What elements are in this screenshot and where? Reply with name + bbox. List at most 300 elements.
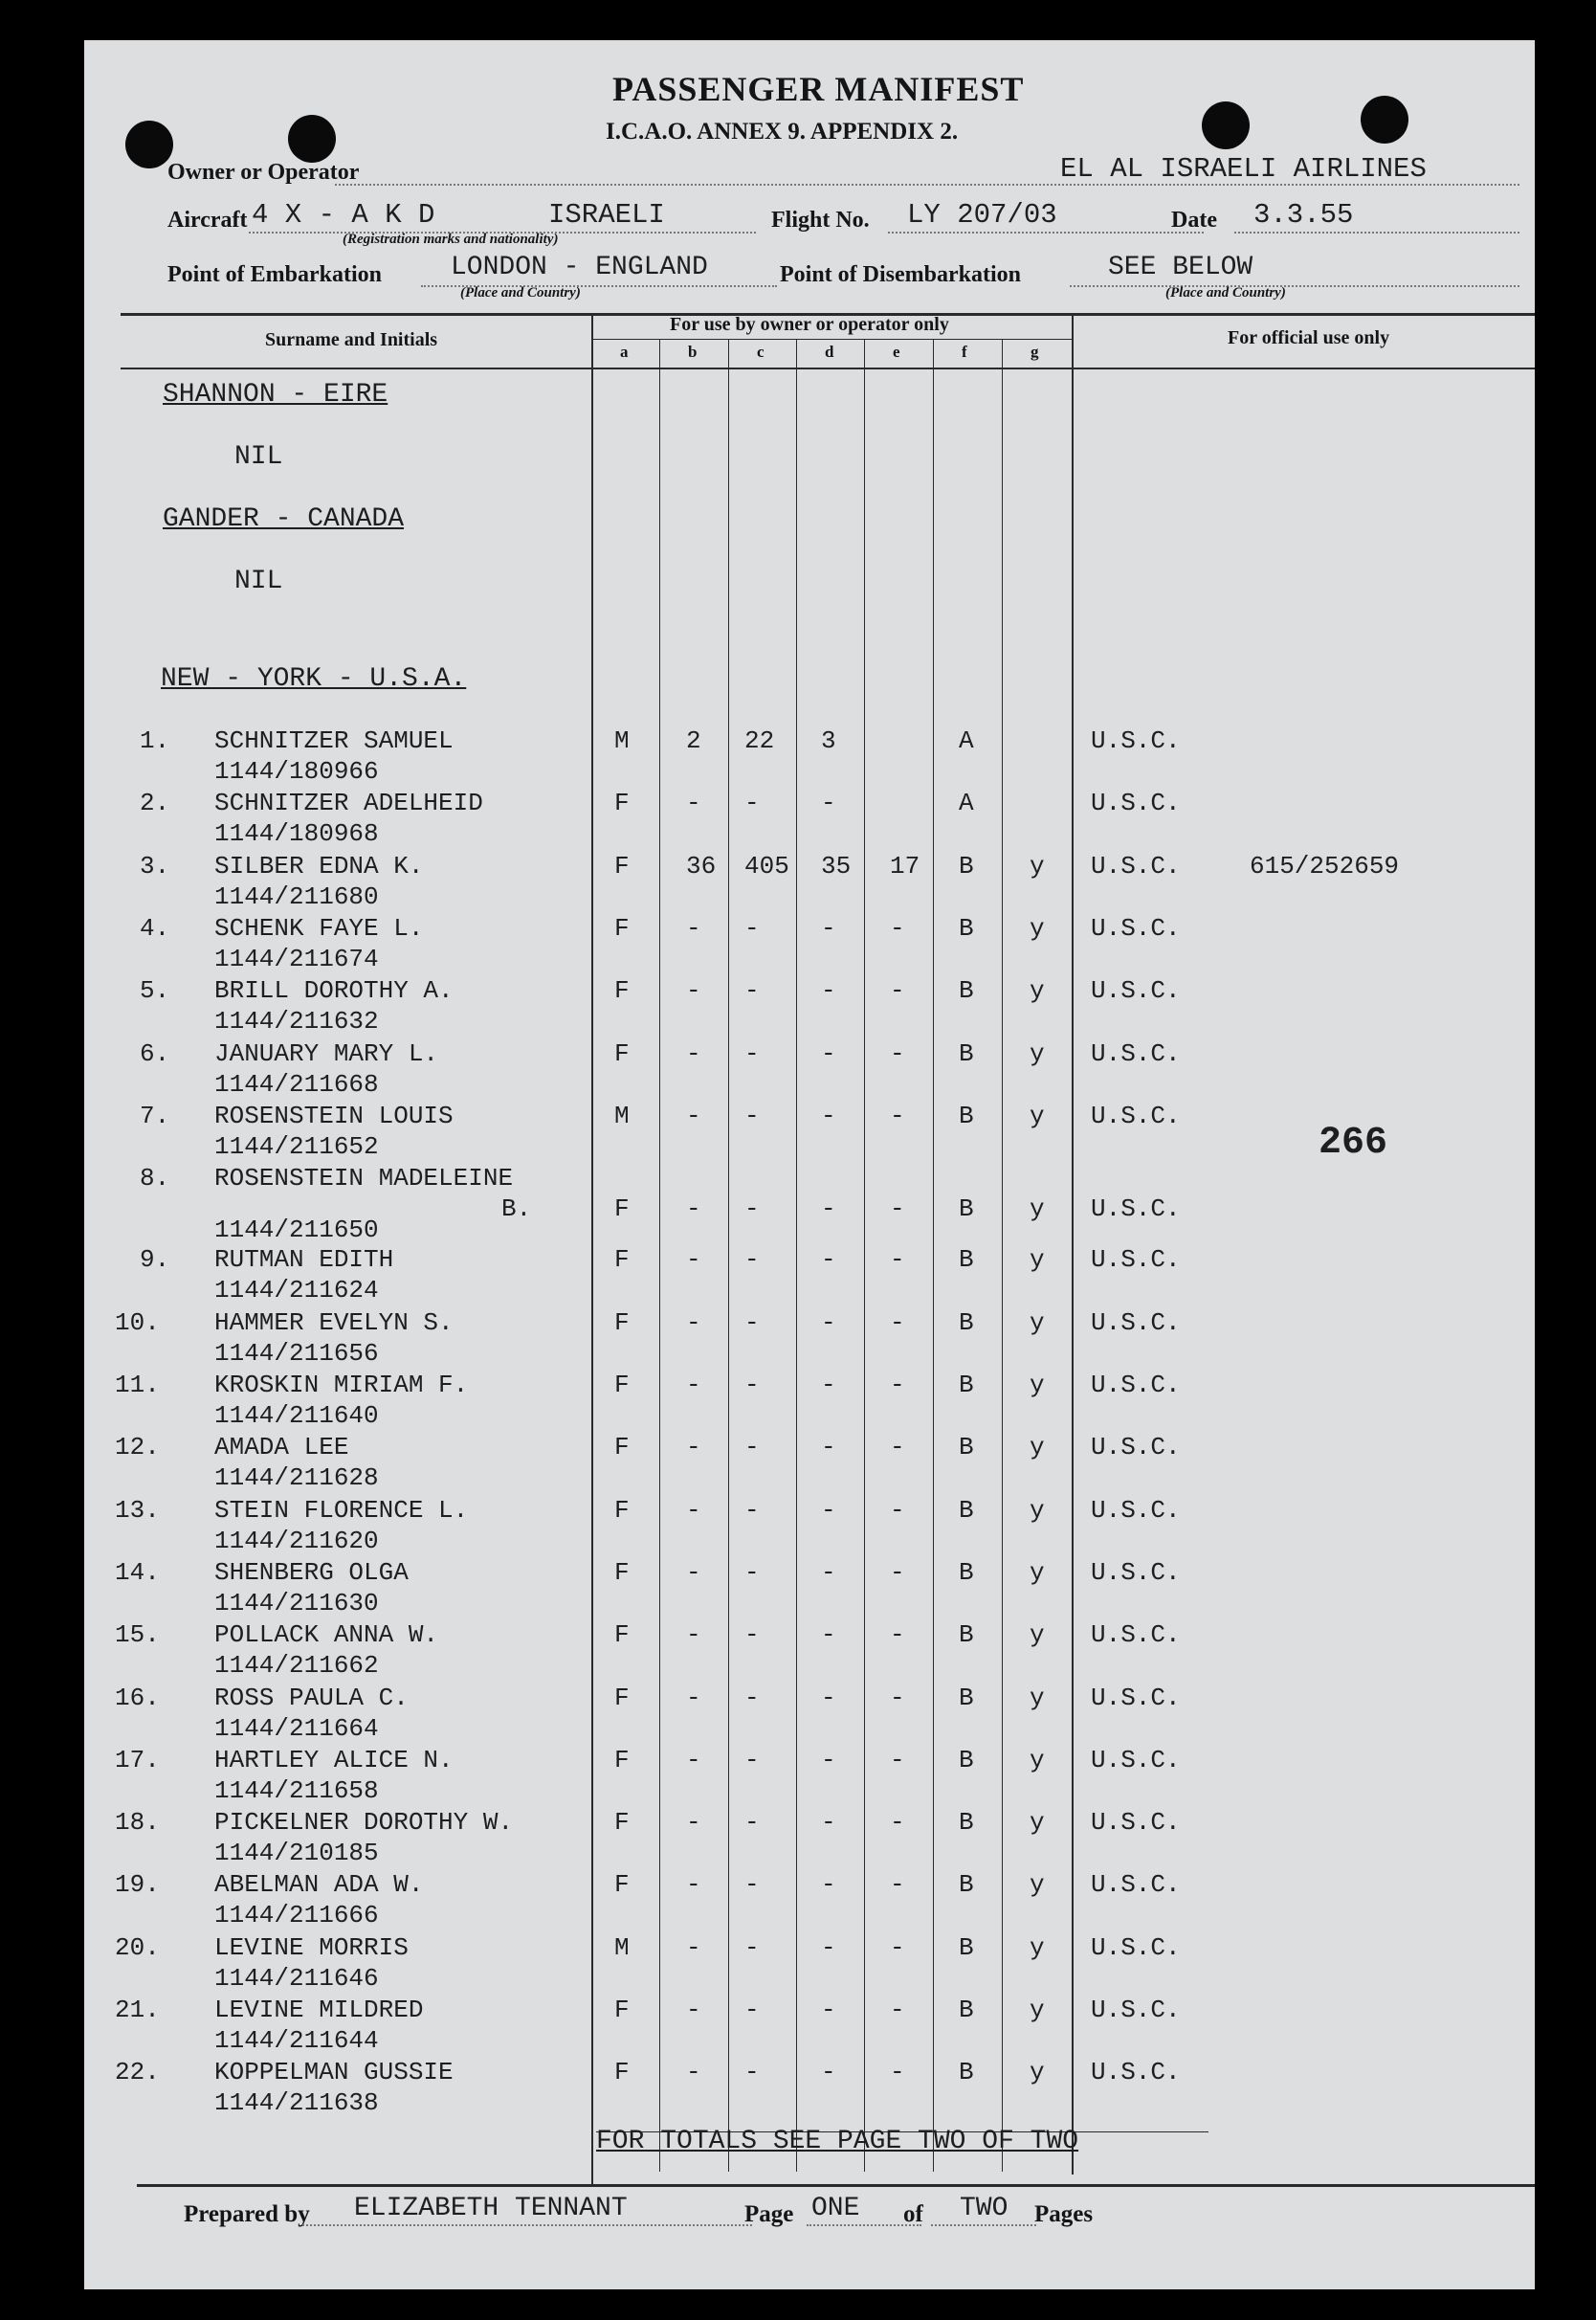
owner-value: EL AL ISRAELI AIRLINES — [1060, 153, 1427, 185]
column-e-value: - — [890, 1245, 905, 1275]
flight-value: LY 207/03 — [907, 199, 1057, 231]
column-f-value: B — [959, 976, 974, 1006]
column-c-value: - — [744, 1932, 760, 1962]
passenger-reference: 1144/211662 — [214, 1651, 379, 1681]
passenger-reference: 1144/211664 — [214, 1713, 379, 1743]
column-nat-value: U.S.C. — [1091, 1433, 1181, 1462]
column-a-value: F — [614, 1745, 630, 1774]
passenger-name: SCHNITZER SAMUEL — [214, 726, 454, 755]
column-b-value: - — [686, 1101, 701, 1130]
column-f-value: B — [959, 1557, 974, 1587]
column-b-value: - — [686, 1245, 701, 1275]
passenger-reference: 1144/211656 — [214, 1338, 379, 1368]
column-g-value: y — [1030, 976, 1045, 1006]
column-b-value: 2 — [686, 726, 701, 755]
column-a-value: F — [614, 1371, 630, 1399]
column-a-value: F — [614, 1808, 630, 1838]
column-divider-ef — [933, 339, 934, 2172]
column-d-value: - — [821, 1495, 836, 1525]
subcolumn-letter: d — [825, 343, 834, 361]
column-c-value: - — [744, 1245, 760, 1275]
column-d-value: - — [821, 1038, 836, 1068]
column-nat-value: U.S.C. — [1091, 1307, 1181, 1337]
column-b-value: - — [686, 1371, 701, 1399]
punch-hole — [125, 121, 173, 168]
column-c-value: 405 — [744, 851, 789, 881]
column-c-value: - — [744, 1194, 760, 1224]
column-nat-value: U.S.C. — [1091, 1683, 1181, 1712]
document-title: PASSENGER MANIFEST — [612, 70, 1025, 108]
aircraft-caption: (Registration marks and nationality) — [343, 232, 559, 247]
passenger-reference: 1144/211668 — [214, 1069, 379, 1099]
column-g-value: y — [1030, 851, 1045, 881]
column-nat-value: U.S.C. — [1091, 851, 1181, 881]
column-f-value: B — [959, 913, 974, 943]
column-f-value: B — [959, 851, 974, 881]
column-a-value: F — [614, 1683, 630, 1712]
column-c-value: - — [744, 976, 760, 1006]
column-c-value: - — [744, 1101, 760, 1130]
column-b-value: - — [686, 1996, 701, 2024]
embarkation-caption: (Place and Country) — [460, 285, 581, 301]
column-nat-value: U.S.C. — [1091, 726, 1181, 755]
disembarkation-label: Point of Disembarkation — [780, 262, 1021, 287]
owner-label: Owner or Operator — [167, 160, 360, 185]
column-c-value: 22 — [744, 726, 775, 755]
column-e-value: - — [890, 1307, 905, 1337]
subcolumn-letter: a — [620, 343, 629, 361]
column-a-value: M — [614, 1101, 630, 1130]
column-d-value: - — [821, 1245, 836, 1275]
column-c-value: - — [744, 1557, 760, 1587]
column-e-value: - — [890, 2058, 905, 2087]
column-g-value: y — [1030, 1932, 1045, 1962]
passenger-reference: 1144/180966 — [214, 757, 379, 786]
column-f-value: B — [959, 1932, 974, 1962]
column-divider-ab — [659, 339, 660, 2172]
subcolumn-letter: c — [757, 343, 765, 361]
column-nat-value: U.S.C. — [1091, 1932, 1181, 1962]
column-b-value: - — [686, 1038, 701, 1068]
subcolumn-letter: e — [893, 343, 900, 361]
owner-use-header: For use by owner or operator only — [670, 314, 949, 335]
date-value: 3.3.55 — [1253, 199, 1354, 231]
column-f-value: A — [959, 726, 974, 755]
column-nat-value: U.S.C. — [1091, 1557, 1181, 1587]
section-shannon-note: NIL — [234, 442, 283, 472]
passenger-reference: 1144/211646 — [214, 1963, 379, 1993]
disembarkation-caption: (Place and Country) — [1165, 285, 1286, 301]
flight-line — [888, 232, 1204, 234]
column-d-value: - — [821, 1307, 836, 1337]
column-c-value: - — [744, 789, 760, 818]
column-g-value: y — [1030, 1101, 1045, 1130]
passenger-name: POLLACK ANNA W. — [214, 1620, 439, 1650]
passenger-reference: 1144/180968 — [214, 819, 379, 849]
passenger-reference: 1144/211628 — [214, 1463, 379, 1493]
passenger-number: 21. — [115, 1996, 160, 2024]
column-c-value: - — [744, 1745, 760, 1774]
column-a-value: F — [614, 851, 630, 881]
official-mark: 266 — [1319, 1122, 1388, 1165]
column-c-value: - — [744, 1870, 760, 1900]
passenger-name: SHENBERG OLGA — [214, 1557, 409, 1587]
column-c-value: - — [744, 1808, 760, 1838]
column-b-value: - — [686, 1194, 701, 1224]
pages-label: Pages — [1034, 2201, 1094, 2227]
passenger-number: 11. — [115, 1371, 160, 1399]
column-nat-value: U.S.C. — [1091, 2058, 1181, 2087]
column-nat-value: U.S.C. — [1091, 1495, 1181, 1525]
passenger-name: AMADA LEE — [214, 1433, 349, 1462]
flight-label: Flight No. — [771, 208, 870, 233]
column-c-value: - — [744, 1038, 760, 1068]
column-nat-value: U.S.C. — [1091, 789, 1181, 818]
column-f-value: B — [959, 1870, 974, 1900]
column-divider-bc — [728, 339, 729, 2172]
column-d-value: - — [821, 1683, 836, 1712]
passenger-name: HARTLEY ALICE N. — [214, 1745, 454, 1774]
subcolumn-letter: g — [1031, 343, 1039, 361]
column-g-value: y — [1030, 1245, 1045, 1275]
column-official-value: 615/252659 — [1250, 851, 1400, 881]
column-divider-right — [1072, 313, 1074, 2175]
column-g-value: y — [1030, 1870, 1045, 1900]
passenger-reference: 1144/211650 — [214, 1216, 379, 1245]
column-d-value: - — [821, 1620, 836, 1650]
column-b-value: - — [686, 1433, 701, 1462]
column-nat-value: U.S.C. — [1091, 976, 1181, 1006]
pages-line — [931, 2224, 1036, 2226]
manifest-sheet — [84, 40, 1535, 2289]
column-e-value: - — [890, 913, 905, 943]
passenger-number: 18. — [115, 1808, 160, 1838]
disembarkation-line — [1070, 285, 1519, 287]
column-g-value: y — [1030, 1620, 1045, 1650]
passenger-name: JANUARY MARY L. — [214, 1038, 439, 1068]
passenger-reference: 1144/211620 — [214, 1526, 379, 1555]
passenger-reference: 1144/211640 — [214, 1401, 379, 1430]
column-g-value: y — [1030, 1745, 1045, 1774]
column-b-value: - — [686, 1683, 701, 1712]
passenger-reference: 1144/211652 — [214, 1131, 379, 1161]
column-a-value: F — [614, 1433, 630, 1462]
column-f-value: B — [959, 1996, 974, 2024]
column-c-value: - — [744, 1495, 760, 1525]
subcolumn-letter: f — [962, 343, 967, 361]
official-use-header: For official use only — [1228, 327, 1390, 348]
column-b-value: - — [686, 789, 701, 818]
column-f-value: A — [959, 789, 974, 818]
passenger-name: BRILL DOROTHY A. — [214, 976, 454, 1006]
column-b-value: - — [686, 1745, 701, 1774]
column-f-value: B — [959, 1495, 974, 1525]
disembarkation-value: SEE BELOW — [1108, 253, 1253, 282]
column-nat-value: U.S.C. — [1091, 1194, 1181, 1224]
column-d-value: - — [821, 1371, 836, 1399]
column-d-value: 35 — [821, 851, 852, 881]
column-a-value: F — [614, 1557, 630, 1587]
column-a-value: F — [614, 1245, 630, 1275]
column-divider-cd — [796, 339, 797, 2172]
column-b-value: - — [686, 1870, 701, 1900]
passenger-reference: 1144/211680 — [214, 881, 379, 911]
passenger-number: 5. — [140, 976, 170, 1006]
column-a-value: F — [614, 1495, 630, 1525]
aircraft-value: 4 X - A K D — [252, 199, 435, 231]
column-g-value: y — [1030, 2058, 1045, 2087]
column-f-value: B — [959, 1808, 974, 1838]
passenger-name: STEIN FLORENCE L. — [214, 1495, 469, 1525]
passenger-name: KOPPELMAN GUSSIE — [214, 2058, 454, 2087]
column-e-value: - — [890, 1870, 905, 1900]
column-e-value: - — [890, 1433, 905, 1462]
passenger-number: 22. — [115, 2058, 160, 2087]
column-a-value: F — [614, 1038, 630, 1068]
column-e-value: - — [890, 976, 905, 1006]
passenger-name: SCHNITZER ADELHEID — [214, 789, 483, 818]
embarkation-label: Point of Embarkation — [167, 262, 383, 287]
passenger-number: 13. — [115, 1495, 160, 1525]
column-d-value: - — [821, 789, 836, 818]
column-d-value: 3 — [821, 726, 836, 755]
passenger-reference: 1144/211624 — [214, 1276, 379, 1305]
column-e-value: - — [890, 1745, 905, 1774]
passenger-number: 10. — [115, 1307, 160, 1337]
passenger-number: 17. — [115, 1745, 160, 1774]
column-g-value: y — [1030, 1038, 1045, 1068]
surname-column-header: Surname and Initials — [265, 329, 438, 350]
header-bottom-border — [121, 368, 1535, 369]
passenger-name: SCHENK FAYE L. — [214, 913, 424, 943]
column-nat-value: U.S.C. — [1091, 1745, 1181, 1774]
column-nat-value: U.S.C. — [1091, 1808, 1181, 1838]
column-c-value: - — [744, 1433, 760, 1462]
column-g-value: y — [1030, 1808, 1045, 1838]
column-f-value: B — [959, 1038, 974, 1068]
column-b-value: 36 — [686, 851, 717, 881]
totals-note: FOR TOTALS SEE PAGE TWO OF TWO — [596, 2127, 1079, 2156]
column-d-value: - — [821, 1932, 836, 1962]
column-e-value: - — [890, 1194, 905, 1224]
passenger-number: 9. — [140, 1245, 170, 1275]
passenger-number: 16. — [115, 1683, 160, 1712]
column-a-value: F — [614, 913, 630, 943]
column-e-value: - — [890, 1101, 905, 1130]
column-b-value: - — [686, 976, 701, 1006]
passenger-number: 2. — [140, 789, 170, 818]
column-b-value: - — [686, 1620, 701, 1650]
column-g-value: y — [1030, 1433, 1045, 1462]
column-f-value: B — [959, 1101, 974, 1130]
column-b-value: - — [686, 1495, 701, 1525]
passenger-name: RUTMAN EDITH — [214, 1245, 394, 1275]
column-c-value: - — [744, 1371, 760, 1399]
passenger-name: SILBER EDNA K. — [214, 851, 424, 881]
column-nat-value: U.S.C. — [1091, 1245, 1181, 1275]
passenger-reference: 1144/211632 — [214, 1007, 379, 1037]
column-c-value: - — [744, 913, 760, 943]
page-label: Page — [744, 2201, 794, 2227]
column-f-value: B — [959, 2058, 974, 2087]
column-f-value: B — [959, 1683, 974, 1712]
column-d-value: - — [821, 1557, 836, 1587]
passenger-number: 12. — [115, 1433, 160, 1462]
passenger-name: ROSENSTEIN LOUIS — [214, 1101, 454, 1130]
column-b-value: - — [686, 1307, 701, 1337]
column-g-value: y — [1030, 1371, 1045, 1399]
column-e-value: - — [890, 1371, 905, 1399]
column-a-value: F — [614, 976, 630, 1006]
passenger-reference: 1144/211638 — [214, 2088, 379, 2118]
column-d-value: - — [821, 2058, 836, 2087]
prepared-by-line — [302, 2224, 752, 2226]
subcolumn-letter: b — [688, 343, 698, 361]
column-e-value: - — [890, 1808, 905, 1838]
column-f-value: B — [959, 1433, 974, 1462]
passenger-number: 8. — [140, 1164, 170, 1193]
column-c-value: - — [744, 2058, 760, 2087]
column-a-value: F — [614, 2058, 630, 2087]
column-a-value: F — [614, 1194, 630, 1224]
passenger-reference: 1144/211658 — [214, 1775, 379, 1805]
column-b-value: - — [686, 1932, 701, 1962]
column-nat-value: U.S.C. — [1091, 1620, 1181, 1650]
passenger-number: 3. — [140, 851, 170, 881]
column-f-value: B — [959, 1194, 974, 1224]
column-e-value: - — [890, 1038, 905, 1068]
page-value: ONE — [811, 2194, 860, 2223]
column-a-value: F — [614, 789, 630, 818]
column-nat-value: U.S.C. — [1091, 1870, 1181, 1900]
passenger-name: ABELMAN ADA W. — [214, 1870, 424, 1900]
column-a-value: F — [614, 1620, 630, 1650]
column-g-value: y — [1030, 1996, 1045, 2024]
passenger-reference: 1144/211674 — [214, 944, 379, 973]
passenger-number: 6. — [140, 1038, 170, 1068]
column-a-value: M — [614, 1932, 630, 1962]
column-divider-fg — [1002, 339, 1003, 2172]
column-d-value: - — [821, 1101, 836, 1130]
column-f-value: B — [959, 1371, 974, 1399]
column-a-value: F — [614, 1870, 630, 1900]
column-g-value: y — [1030, 1683, 1045, 1712]
column-c-value: - — [744, 1307, 760, 1337]
passenger-number: 15. — [115, 1620, 160, 1650]
passenger-name: KROSKIN MIRIAM F. — [214, 1371, 469, 1399]
pages-value: TWO — [960, 2194, 1009, 2223]
punch-hole — [1361, 96, 1408, 144]
punch-hole — [1202, 101, 1250, 149]
column-b-value: - — [686, 1808, 701, 1838]
column-g-value: y — [1030, 1557, 1045, 1587]
column-d-value: - — [821, 976, 836, 1006]
passenger-number: 7. — [140, 1101, 170, 1130]
passenger-reference: 1144/211630 — [214, 1588, 379, 1617]
column-d-value: - — [821, 1870, 836, 1900]
column-e-value: - — [890, 1495, 905, 1525]
aircraft-nationality: ISRAELI — [548, 199, 665, 231]
column-c-value: - — [744, 1683, 760, 1712]
date-line — [1234, 232, 1519, 234]
footer-border — [137, 2184, 1535, 2187]
column-d-value: - — [821, 1433, 836, 1462]
column-a-value: M — [614, 726, 630, 755]
passenger-name: ROSENSTEIN MADELEINE — [214, 1164, 514, 1193]
passenger-reference: 1144/210185 — [214, 1839, 379, 1868]
punch-hole — [288, 115, 336, 163]
passenger-number: 19. — [115, 1870, 160, 1900]
column-c-value: - — [744, 1996, 760, 2024]
column-nat-value: U.S.C. — [1091, 1371, 1181, 1399]
column-a-value: F — [614, 1307, 630, 1337]
column-f-value: B — [959, 1307, 974, 1337]
aircraft-label: Aircraft — [167, 208, 248, 233]
passenger-number: 20. — [115, 1932, 160, 1962]
column-f-value: B — [959, 1620, 974, 1650]
column-divider-de — [864, 339, 865, 2172]
column-b-value: - — [686, 1557, 701, 1587]
column-a-value: F — [614, 1996, 630, 2024]
column-d-value: - — [821, 1745, 836, 1774]
passenger-name: ROSS PAULA C. — [214, 1683, 409, 1712]
column-g-value: y — [1030, 1495, 1045, 1525]
embarkation-value: LONDON - ENGLAND — [451, 253, 708, 282]
of-label: of — [903, 2201, 923, 2227]
column-g-value: y — [1030, 913, 1045, 943]
passenger-name: LEVINE MILDRED — [214, 1996, 424, 2024]
column-d-value: - — [821, 1808, 836, 1838]
subheader-divider — [593, 339, 1072, 340]
column-divider-left — [591, 313, 593, 2184]
column-g-value: y — [1030, 1307, 1045, 1337]
passenger-name-continued: B. — [501, 1194, 532, 1224]
column-nat-value: U.S.C. — [1091, 1038, 1181, 1068]
section-new-york: NEW - YORK - U.S.A. — [161, 664, 467, 694]
section-gander-note: NIL — [234, 567, 283, 596]
column-e-value: - — [890, 1932, 905, 1962]
column-d-value: - — [821, 1996, 836, 2024]
passenger-number: 14. — [115, 1557, 160, 1587]
column-e-value: - — [890, 1557, 905, 1587]
section-shannon: SHANNON - EIRE — [163, 380, 388, 410]
column-nat-value: U.S.C. — [1091, 1101, 1181, 1130]
column-f-value: B — [959, 1245, 974, 1275]
column-d-value: - — [821, 1194, 836, 1224]
passenger-name: PICKELNER DOROTHY W. — [214, 1808, 514, 1838]
date-label: Date — [1171, 208, 1217, 233]
prepared-by-value: ELIZABETH TENNANT — [354, 2194, 628, 2223]
passenger-number: 1. — [140, 726, 170, 755]
column-nat-value: U.S.C. — [1091, 913, 1181, 943]
column-e-value: - — [890, 1620, 905, 1650]
column-nat-value: U.S.C. — [1091, 1996, 1181, 2024]
prepared-by-label: Prepared by — [184, 2201, 310, 2227]
passenger-reference: 1144/211666 — [214, 1901, 379, 1930]
passenger-reference: 1144/211644 — [214, 2026, 379, 2055]
column-e-value: 17 — [890, 851, 920, 881]
column-b-value: - — [686, 913, 701, 943]
passenger-name: LEVINE MORRIS — [214, 1932, 409, 1962]
column-d-value: - — [821, 913, 836, 943]
column-g-value: y — [1030, 1194, 1045, 1224]
passenger-number: 4. — [140, 913, 170, 943]
passenger-name: HAMMER EVELYN S. — [214, 1307, 454, 1337]
document-subtitle: I.C.A.O. ANNEX 9. APPENDIX 2. — [606, 119, 959, 145]
column-c-value: - — [744, 1620, 760, 1650]
column-f-value: B — [959, 1745, 974, 1774]
column-b-value: - — [686, 2058, 701, 2087]
